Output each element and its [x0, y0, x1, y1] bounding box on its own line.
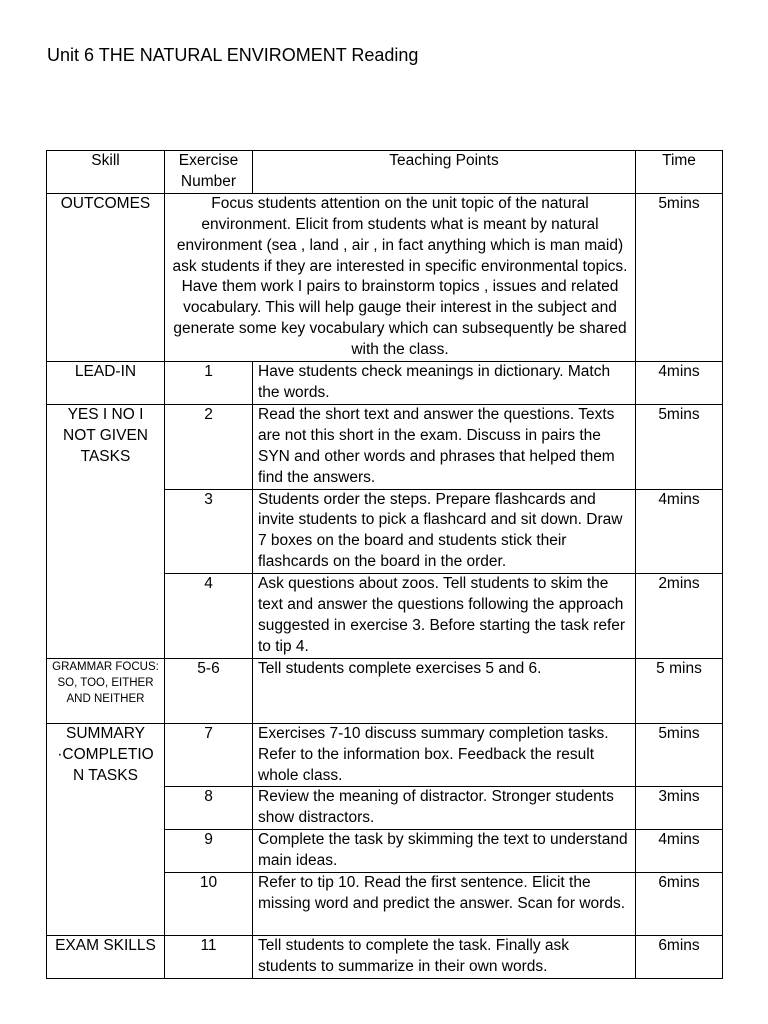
exercise-number-cell: 11 — [165, 936, 253, 979]
document-title: Unit 6 THE NATURAL ENVIROMENT Reading — [47, 45, 419, 65]
header-teaching-points: Teaching Points — [253, 151, 636, 194]
table-row — [47, 936, 723, 979]
skill-cell: OUTCOMES — [47, 193, 165, 361]
teaching-points-cell: Refer to tip 10. Read the first sentence. Elicit the missing word and predict the answer. Scan for words. — [253, 873, 636, 936]
time-cell: 2mins — [636, 574, 723, 659]
teaching-points-cell: Students order the steps. Prepare flashcards and invite students to pick a flashcard and sit down. Draw 7 boxes on the board and students stick their flashcards on the board in the order. — [253, 489, 636, 574]
teaching-points-cell: Exercises 7-10 discuss summary completion tasks. Refer to the information box. Feedback the result whole class. — [253, 723, 636, 787]
exercise-number-cell: 8 — [165, 787, 253, 830]
lesson-plan-table — [46, 150, 723, 979]
time-cell: 5mins — [636, 193, 723, 361]
time-cell: 4mins — [636, 489, 723, 574]
teaching-points-cell: Read the short text and answer the questions. Texts are not this short in the exam. Discuss in pairs the SYN and other words and phrases that helped them find the answers. — [253, 404, 636, 489]
exercise-number-cell: 7 — [165, 723, 253, 787]
time-cell: 4mins — [636, 830, 723, 873]
table-header-row — [47, 151, 723, 194]
teaching-points-cell: Review the meaning of distractor. Stronger students show distractors. — [253, 787, 636, 830]
table-row — [47, 723, 723, 787]
time-cell: 5mins — [636, 404, 723, 489]
teaching-points-cell: Ask questions about zoos. Tell students to skim the text and answer the questions following the approach suggested in exercise 3. Before starting the task refer to tip 4. — [253, 574, 636, 659]
exercise-number-cell: 9 — [165, 830, 253, 873]
exercise-number-cell: 3 — [165, 489, 253, 574]
skill-cell: SUMMARY ·COMPLETIO N TASKS — [47, 723, 165, 935]
teaching-points-cell: Tell students to complete the task. Finally ask students to summarize in their own words. — [253, 936, 636, 979]
teaching-points-cell: Focus students attention on the unit topic of the natural environment. Elicit from students what is meant by natural environment (sea , land , air , in fact anything which is man maid) ask students if they are interested in specific environmental topics. Have them work I pairs to brainstorm topics , issues and related vocabulary. This will help gauge their interest in the subject and generate some key vocabulary which can subsequently be shared with the class. — [165, 193, 636, 361]
time-cell: 6mins — [636, 873, 723, 936]
skill-cell: YES I NO I NOT GIVEN TASKS — [47, 404, 165, 658]
teaching-points-cell: Complete the task by skimming the text to understand main ideas. — [253, 830, 636, 873]
exercise-number-cell: 5-6 — [165, 658, 253, 723]
time-cell: 4mins — [636, 362, 723, 405]
time-cell: 3mins — [636, 787, 723, 830]
table-row — [47, 658, 723, 723]
time-cell: 6mins — [636, 936, 723, 979]
teaching-points-cell: Tell students complete exercises 5 and 6. — [253, 658, 636, 723]
table-row — [47, 404, 723, 489]
exercise-number-cell: 10 — [165, 873, 253, 936]
skill-cell: GRAMMAR FOCUS: SO, TOO, EITHER AND NEITHER — [47, 658, 165, 723]
header-exercise-number: Exercise Number — [165, 151, 253, 194]
teaching-points-cell: Have students check meanings in dictionary. Match the words. — [253, 362, 636, 405]
exercise-number-cell: 4 — [165, 574, 253, 659]
skill-cell: EXAM SKILLS — [47, 936, 165, 979]
time-cell: 5mins — [636, 723, 723, 787]
exercise-number-cell: 2 — [165, 404, 253, 489]
table-row — [47, 362, 723, 405]
header-skill: Skill — [47, 151, 165, 194]
exercise-number-cell: 1 — [165, 362, 253, 405]
time-cell: 5 mins — [636, 658, 723, 723]
header-time: Time — [636, 151, 723, 194]
table-row — [47, 193, 723, 361]
skill-cell: LEAD-IN — [47, 362, 165, 405]
